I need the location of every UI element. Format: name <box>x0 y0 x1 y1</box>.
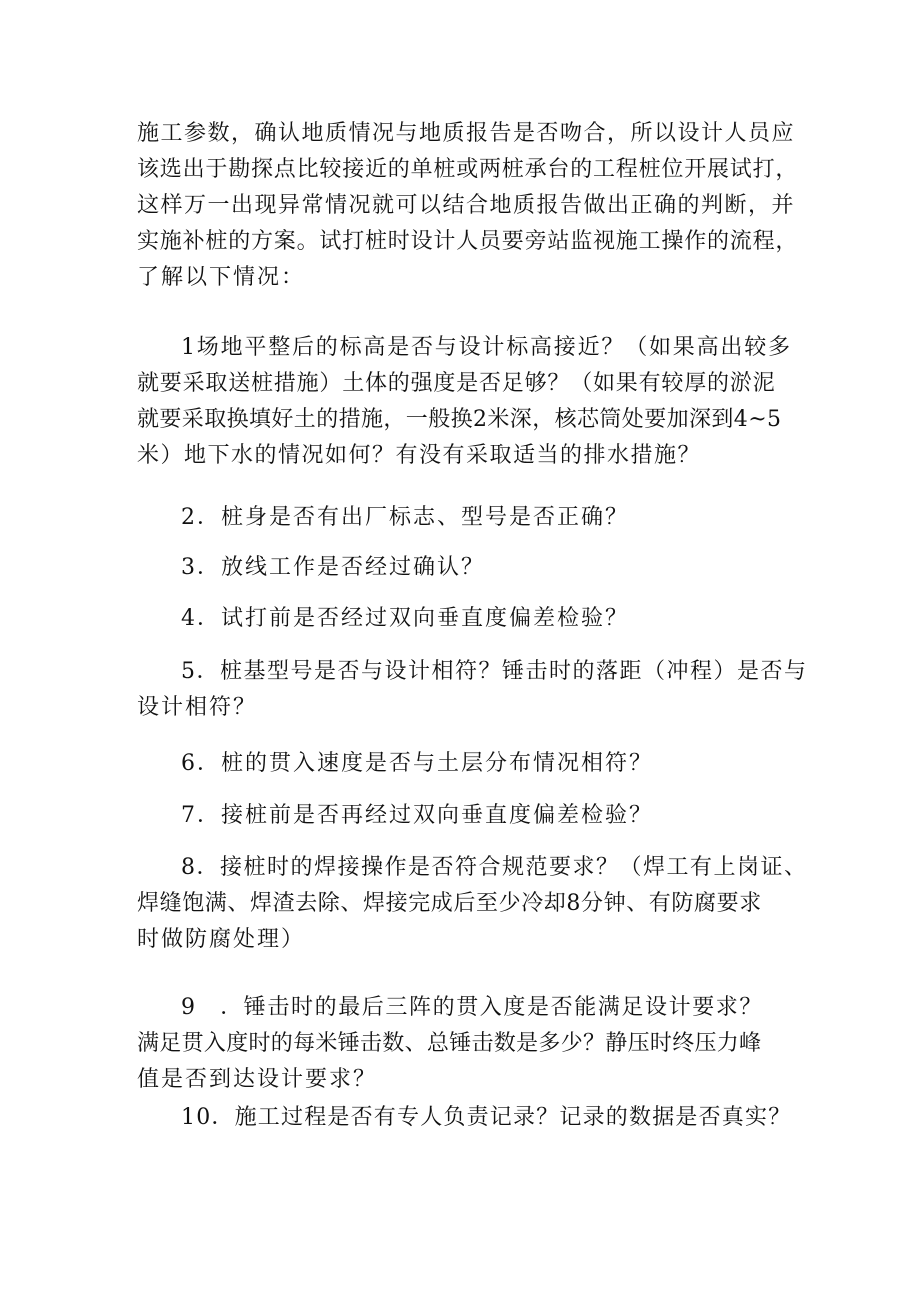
item-10: 10．施工过程是否有专人负责记录？记录的数据是否真实？ <box>181 1105 792 1130</box>
text-line: 时做防腐处理） <box>137 927 306 952</box>
text-line: 1场地平整后的标高是否与设计标高接近？（如果高出较多 <box>181 335 792 360</box>
item-9 <box>137 990 792 1098</box>
text-line: 这样万一出现异常情况就可以结合地质报告做出正确的判断，并 <box>137 193 796 218</box>
text-line: 就要采取换填好土的措施，一般换2米深，核芯筒处要加深到4~5 <box>137 407 782 432</box>
item-2: 2．桩身是否有出厂标志、型号是否正确？ <box>181 505 629 530</box>
text-line: 9 ．锤击时的最后三阵的贯入度是否能满足设计要求？ <box>181 995 763 1020</box>
text-line: 施工参数，确认地质情况与地质报告是否吻合，所以设计人员应 <box>137 121 796 146</box>
text-line: 满足贯入度时的每米锤击数、总锤击数是多少？静压时终压力峰 <box>137 1031 762 1056</box>
item-5 <box>137 654 808 726</box>
text-line: 该选出于勘探点比较接近的单桩或两桩承台的工程桩位开展试打， <box>137 157 799 182</box>
text-line: 米）地下水的情况如何？有没有采取适当的排水措施？ <box>137 443 702 468</box>
text-line: 值是否到达设计要求？ <box>137 1067 378 1092</box>
text-line: 实施补桩的方案。试打桩时设计人员要旁站监视施工操作的流程， <box>137 229 799 254</box>
intro-paragraph <box>137 116 799 296</box>
text-line: 8．接桩时的焊接操作是否符合规范要求？（焊工有上岗证、 <box>181 855 808 880</box>
item-7: 7．接桩前是否再经过双向垂直度偏差检验？ <box>181 803 653 828</box>
text-line: 5．桩基型号是否与设计相符？锤击时的落距（冲程）是否与 <box>181 659 808 684</box>
item-3: 3．放线工作是否经过确认？ <box>181 555 485 580</box>
item-8 <box>137 850 808 958</box>
item-6: 6．桩的贯入速度是否与土层分布情况相符？ <box>181 751 653 776</box>
item-4: 4．试打前是否经过双向垂直度偏差检验？ <box>181 606 629 631</box>
text-line: 就要采取送桩措施）土体的强度是否足够？（如果有较厚的淤泥 <box>137 371 776 396</box>
text-line: 焊缝饱满、焊渣去除、焊接完成后至少冷却8分钟、有防腐要求 <box>137 891 762 916</box>
text-line: 了解以下情况： <box>137 265 306 290</box>
item-1 <box>137 330 792 474</box>
text-line: 设计相符？ <box>137 695 258 720</box>
